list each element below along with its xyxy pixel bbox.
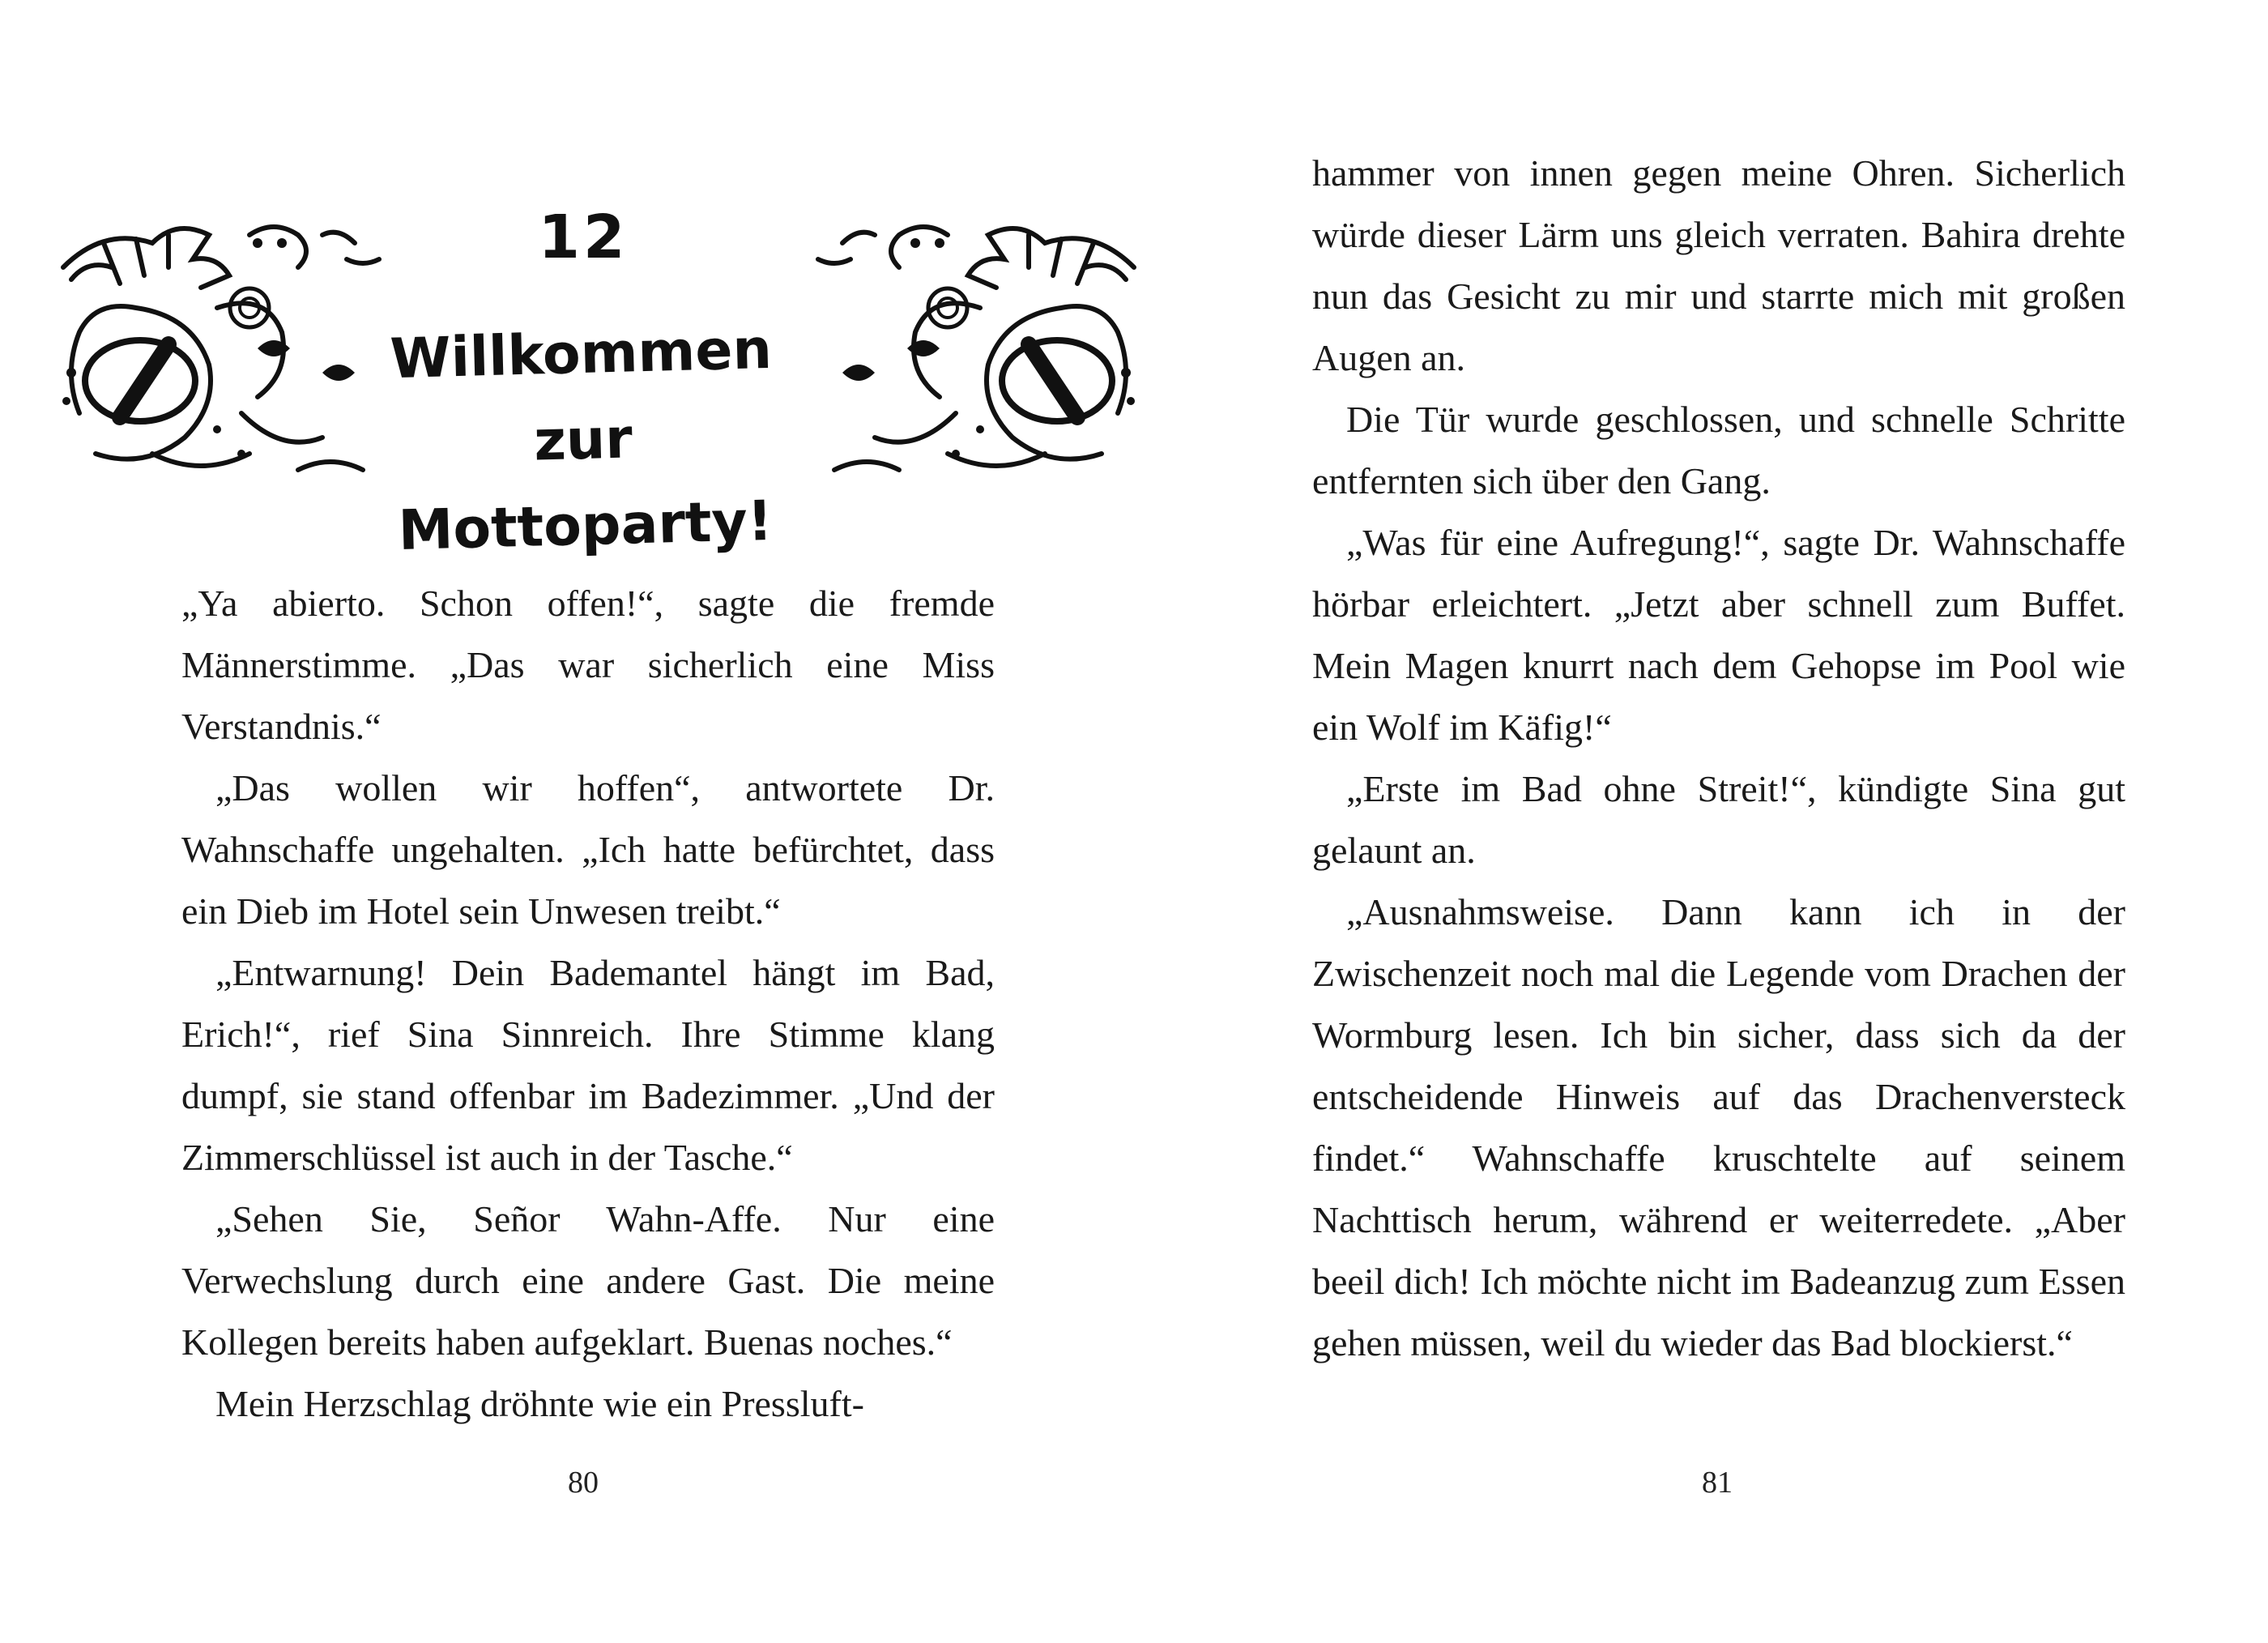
right-page [1134,0,2268,1643]
right-page-text [1312,143,2125,1374]
page-number-right: 81 [1702,1466,1733,1500]
chapter-number: 12 [538,203,629,272]
left-page-text [181,573,995,1435]
page-number-left: 80 [568,1466,599,1500]
paragraph: „Ya abierto. Schon offen!“, sagte die fremde Männerstimme. „Das war sicherlich eine Miss Verstandnis.“ [181,583,995,747]
paragraph: Die Tür wurde geschlossen, und schnelle Schritte entfernten sich über den Gang. [1312,399,2125,501]
paragraph: „Sehen Sie, Señor Wahn-Affe. Nur eine Verwechslung durch eine andere Gast. Die meine Kollegen bereits haben aufgeklart. Buenas noches.“ [181,1198,995,1363]
dragon-eye-ornament-right [810,211,1142,486]
paragraph: Mein Herzschlag dröhnte wie ein Pressluft- [215,1383,864,1424]
paragraph: „Erste im Bad ohne Streit!“, kündigte Sina gut gelaunt an. [1312,768,2125,871]
paragraph: hammer von innen gegen meine Ohren. Sicherlich würde dieser Lärm uns gleich verraten. Bahira drehte nun das Gesicht zu mir und starrte mich mit großen Augen an. [1312,152,2125,378]
paragraph: „Was für eine Aufregung!“, sagte Dr. Wahnschaffe hörbar erleichtert. „Jetzt aber schnell zum Buffet. Mein Magen knurrt nach dem Gehopse im Pool wie ein Wolf im Käfig!“ [1312,522,2125,748]
paragraph: „Entwarnung! Dein Bademantel hängt im Bad, Erich!“, rief Sina Sinnreich. Ihre Stimme klang dumpf, sie stand offenbar im Badezimmer. „Und der Zimmerschlüssel ist auch in der Tasche.“ [181,952,995,1178]
chapter-title: Willkommen zur Mottoparty! [389,317,774,563]
paragraph: „Das wollen wir hoffen“, antwortete Dr. Wahnschaffe ungehalten. „Ich hatte befürchtet, dass ein Dieb im Hotel sein Unwesen treibt.“ [181,767,995,932]
dragon-eye-ornament-left [55,211,387,486]
paragraph: „Ausnahmsweise. Dann kann ich in der Zwischenzeit noch mal die Legende vom Drachen der Wormburg lesen. Ich bin sicher, dass sich da der entscheidende Hinweis auf das Drachenversteck findet.“ Wahnschaffe kruschtelte auf seinem Nachttisch herum, während er weiterredete. „Aber beeil dich! Ich möchte nicht im Badeanzug zum Essen gehen müssen, weil du wieder das Bad blockierst.“ [1312,891,2125,1363]
